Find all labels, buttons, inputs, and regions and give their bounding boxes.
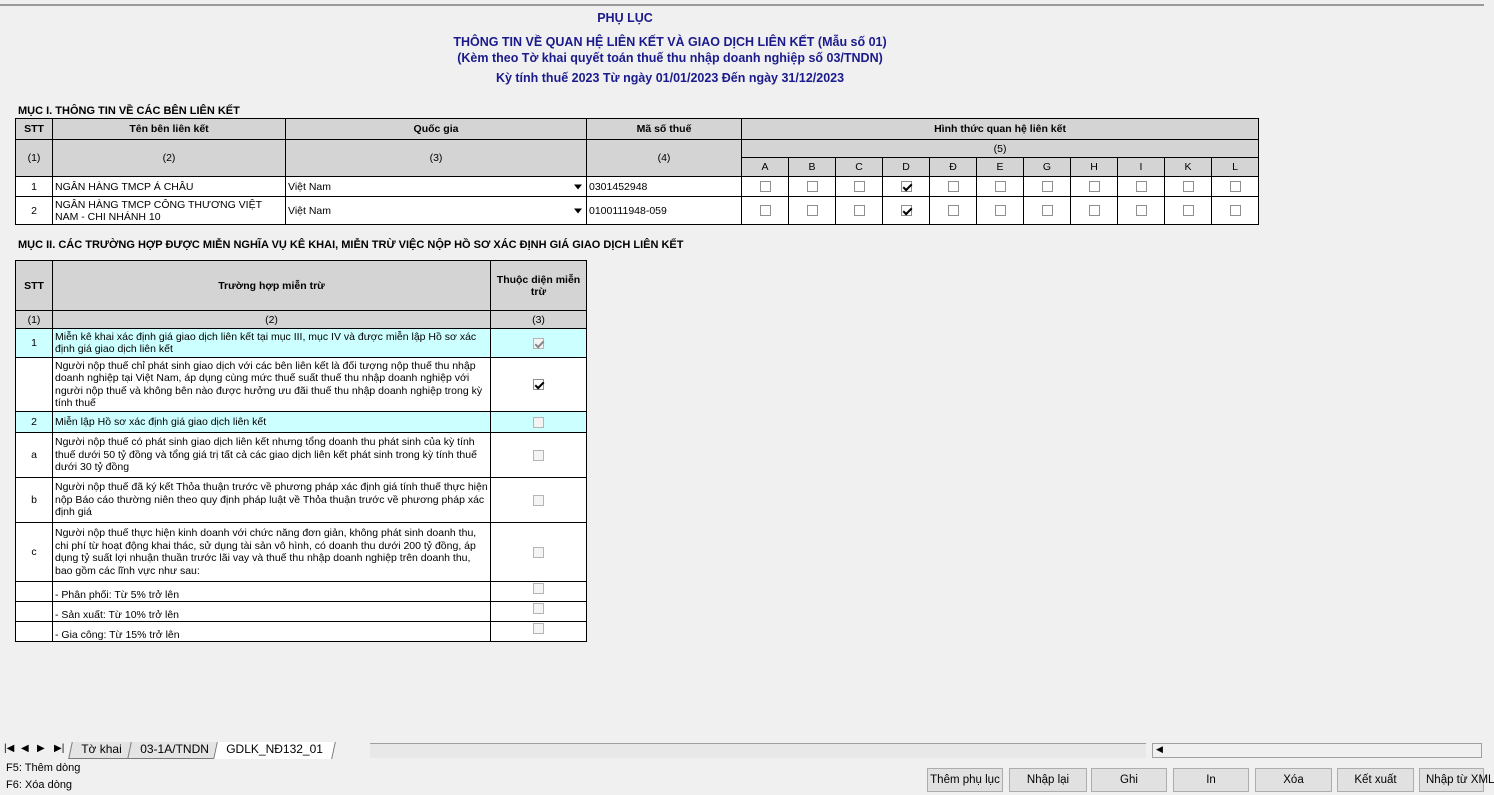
exemption-table [15,260,587,642]
row-stt: 1 [16,177,53,197]
s2-header-case: Trường hợp miễn trừ [53,261,491,311]
exemption-stt [16,358,53,412]
relation-letter-col: A [742,158,789,177]
exemption-row [16,622,587,642]
exemption-checkbox [533,450,544,461]
exemption-check-cell [491,329,587,358]
related-party-row [16,197,1259,225]
last-sheet-icon[interactable]: ▶| [54,743,65,754]
relation-cell [883,197,930,225]
relation-checkbox-I[interactable] [1136,205,1147,216]
import-xml-button[interactable]: Nhập từ XML [1419,768,1484,792]
relation-checkbox-G[interactable] [1042,181,1053,192]
relation-letter-col: C [836,158,883,177]
col-header-tax: Mã số thuế [587,119,742,140]
relation-checkbox-G[interactable] [1042,205,1053,216]
col-num-relation: (5) [742,140,1259,158]
s2-col-num-stt: (1) [16,311,53,329]
exemption-check-cell [491,478,587,523]
relation-cell [1024,177,1071,197]
related-party-row [16,177,1259,197]
exemption-stt: b [16,478,53,523]
relation-checkbox-H[interactable] [1089,205,1100,216]
relation-checkbox-A[interactable] [760,181,771,192]
appendix-title: PHỤ LỤC [597,11,653,25]
relation-cell [742,197,789,225]
relation-cell [1212,177,1259,197]
relation-cell [883,177,930,197]
country-value: Việt Nam [288,204,331,217]
form-title: THÔNG TIN VỀ QUAN HỆ LIÊN KẾT VÀ GIAO DỊCH LIÊN KẾT (Mẫu số 01) [453,35,887,49]
export-button[interactable]: Kết xuất [1337,768,1414,792]
print-button[interactable]: In [1173,768,1249,792]
party-name-field[interactable]: NGÂN HÀNG TMCP CÔNG THƯƠNG VIỆT NAM - CHI NHÁNH 10 [53,197,286,225]
exemption-case-text: Người nộp thuế đã ký kết Thỏa thuận trước về phương pháp xác định giá tính thuế thực hiện nộp Báo cáo thường niên theo quy định pháp luật về Thỏa thuận trước về phương pháp xác định giá [53,478,491,523]
relation-checkbox-L[interactable] [1230,205,1241,216]
relation-checkbox-Đ[interactable] [948,181,959,192]
hint-add-row: F5: Thêm dòng [6,762,81,774]
exemption-checkbox [533,603,544,614]
relation-checkbox-B[interactable] [807,205,818,216]
s2-header-exempt: Thuộc diện miễn trừ [491,261,587,311]
relation-cell [1071,177,1118,197]
exemption-stt: 2 [16,412,53,433]
relation-checkbox-I[interactable] [1136,181,1147,192]
delete-button[interactable]: Xóa [1255,768,1332,792]
exemption-checkbox [533,547,544,558]
exemption-case-text: Người nộp thuế thực hiện kinh doanh với chức năng đơn giản, không phát sinh doanh thu, chi phí từ hoạt động khai thác, sử dụng tài sản vô hình, có doanh thu dưới 200 tỷ đồng, áp dụng tỷ suất lợi nhuận thuần trước lãi vay và thuế thu nhập doanh nghiệp trên doanh thu, bao gồm các lĩnh vực như sau: [53,523,491,582]
relation-cell [789,177,836,197]
relation-checkbox-E[interactable] [995,205,1006,216]
reset-button[interactable]: Nhập lại [1009,768,1087,792]
exemption-row [16,358,587,412]
relation-letter-col: K [1165,158,1212,177]
relation-checkbox-B[interactable] [807,181,818,192]
relation-cell [836,197,883,225]
relation-cell [1212,197,1259,225]
exemption-case-text: - Sản xuất: Từ 10% trở lên [53,602,491,622]
exemption-case-text: - Phân phối: Từ 5% trở lên [53,582,491,602]
relation-letter-col: L [1212,158,1259,177]
tab-03-1a-tndn[interactable]: 03-1A/TNDN [127,742,221,759]
sheet-tabs [70,742,330,759]
country-select[interactable] [286,197,587,225]
relation-cell [1165,177,1212,197]
relation-letter-col: H [1071,158,1118,177]
exemption-stt: c [16,523,53,582]
relation-letter-col: B [789,158,836,177]
exemption-case-text: - Gia công: Từ 15% trở lên [53,622,491,642]
exemption-checkbox[interactable] [533,379,544,390]
exemption-row [16,412,587,433]
relation-cell [1024,197,1071,225]
col-num-tax: (4) [587,140,742,177]
exemption-stt: 1 [16,329,53,358]
relation-cell [836,177,883,197]
col-num-stt: (1) [16,140,53,177]
country-select[interactable] [286,177,587,197]
dropdown-arrow-icon[interactable] [574,184,582,189]
relation-cell [930,197,977,225]
exemption-row [16,602,587,622]
row-stt: 2 [16,197,53,225]
s2-col-num-exempt: (3) [491,311,587,329]
relation-checkbox-C[interactable] [854,181,865,192]
exemption-check-cell [491,523,587,582]
exemption-check-cell [491,622,587,642]
exemption-row [16,523,587,582]
relation-checkbox-K[interactable] [1183,205,1194,216]
col-header-stt: STT [16,119,53,140]
relation-checkbox-K[interactable] [1183,181,1194,192]
relation-cell [1118,177,1165,197]
exemption-stt: a [16,433,53,478]
country-value: Việt Nam [288,180,331,193]
col-header-name: Tên bên liên kết [53,119,286,140]
col-header-country: Quốc gia [286,119,587,140]
relation-cell [1118,197,1165,225]
relation-checkbox-H[interactable] [1089,181,1100,192]
relation-checkbox-A[interactable] [760,205,771,216]
top-border [0,4,1484,6]
relation-cell [977,197,1024,225]
horizontal-scrollbar[interactable] [1152,743,1482,758]
exemption-check-cell [491,358,587,412]
exemption-checkbox [533,495,544,506]
relation-checkbox-C[interactable] [854,205,865,216]
exemption-stt [16,602,53,622]
party-name-field[interactable]: NGÂN HÀNG TMCP Á CHÂU [53,177,286,197]
exemption-row [16,433,587,478]
tab-gdlk[interactable]: GDLK_NĐ132_01 [213,742,335,759]
exemption-checkbox [533,623,544,634]
relation-checkbox-Đ[interactable] [948,205,959,216]
section1-title: MỤC I. THÔNG TIN VỀ CÁC BÊN LIÊN KẾT [18,105,240,117]
add-appendix-button[interactable]: Thêm phụ lục [927,768,1003,792]
exemption-checkbox [533,583,544,594]
col-num-country: (3) [286,140,587,177]
exemption-row [16,478,587,523]
next-sheet-icon[interactable]: ▶ [37,743,45,754]
tax-code-field[interactable]: 0301452948 [587,177,742,197]
exemption-check-cell [491,602,587,622]
exemption-case-text: Miễn lập Hồ sơ xác định giá giao dịch liên kết [53,412,491,433]
relation-letter-col: D [883,158,930,177]
relation-checkbox-D[interactable] [901,181,912,192]
exemption-case-text: Người nộp thuế có phát sinh giao dịch liên kết nhưng tổng doanh thu phát sinh của kỳ tính thuế dưới 50 tỷ đồng và tổng giá trị tất cả các giao dịch liên kết phát sinh trong kỳ tính thuế dưới 30 tỷ đồng [53,433,491,478]
exemption-check-cell [491,433,587,478]
exemption-check-cell [491,582,587,602]
relation-cell [789,197,836,225]
relation-cell [1165,197,1212,225]
relation-cell [742,177,789,197]
relation-letter-col: I [1118,158,1165,177]
section2-title: MỤC II. CÁC TRƯỜNG HỢP ĐƯỢC MIỄN NGHĨA VỤ KÊ KHAI, MIỄN TRỪ VIỆC NỘP HỒ SƠ XÁC ĐỊNH GIÁ GIAO DỊCH LIÊN KẾT [18,239,684,251]
scroll-left-icon[interactable]: ◀ [1156,744,1163,754]
relation-letter-col: Đ [930,158,977,177]
exemption-row [16,329,587,358]
hint-delete-row: F6: Xóa dòng [6,779,73,791]
s2-col-num-case: (2) [53,311,491,329]
s2-header-stt: STT [16,261,53,311]
relation-checkbox-E[interactable] [995,181,1006,192]
relation-checkbox-L[interactable] [1230,181,1241,192]
tab-to-khai[interactable]: Tờ khai [68,742,134,759]
form-subtitle: (Kèm theo Tờ khai quyết toán thuế thu nhập doanh nghiệp số 03/TNDN) [457,51,883,65]
prev-sheet-icon[interactable]: ◀ [21,743,29,754]
relation-letter-col: G [1024,158,1071,177]
col-num-name: (2) [53,140,286,177]
relation-cell [977,177,1024,197]
exemption-checkbox [533,417,544,428]
relation-cell [1071,197,1118,225]
first-sheet-icon[interactable]: |◀ [4,743,15,754]
dropdown-arrow-icon[interactable] [574,208,582,213]
tax-code-field[interactable]: 0100111948-059 [587,197,742,225]
relation-checkbox-D[interactable] [901,205,912,216]
exemption-case-text: Người nộp thuế chỉ phát sinh giao dịch với các bên liên kết là đối tượng nộp thuế thu nhập doanh nghiệp tại Việt Nam, áp dụng cùng mức thuế suất thuế thu nhập doanh nghiệp với người nộp thuế và không bên nào được hưởng ưu đãi thuế thu nhập doanh nghiệp trong kỳ tính thuế [53,358,491,412]
tab-separator [370,743,1146,758]
exemption-checkbox [533,338,544,349]
related-parties-table [15,118,1259,225]
relation-cell [930,177,977,197]
exemption-row [16,582,587,602]
exemption-stt [16,582,53,602]
exemption-stt [16,622,53,642]
col-header-relation: Hình thức quan hệ liên kết [742,119,1259,140]
tax-period: Kỳ tính thuế 2023 Từ ngày 01/01/2023 Đến ngày 31/12/2023 [495,71,845,85]
save-button[interactable]: Ghi [1091,768,1167,792]
relation-letter-col: E [977,158,1024,177]
exemption-check-cell [491,412,587,433]
exemption-case-text: Miễn kê khai xác định giá giao dịch liên kết tại mục III, mục IV và được miễn lập Hồ sơ xác định giá giao dịch liên kết [53,329,491,358]
